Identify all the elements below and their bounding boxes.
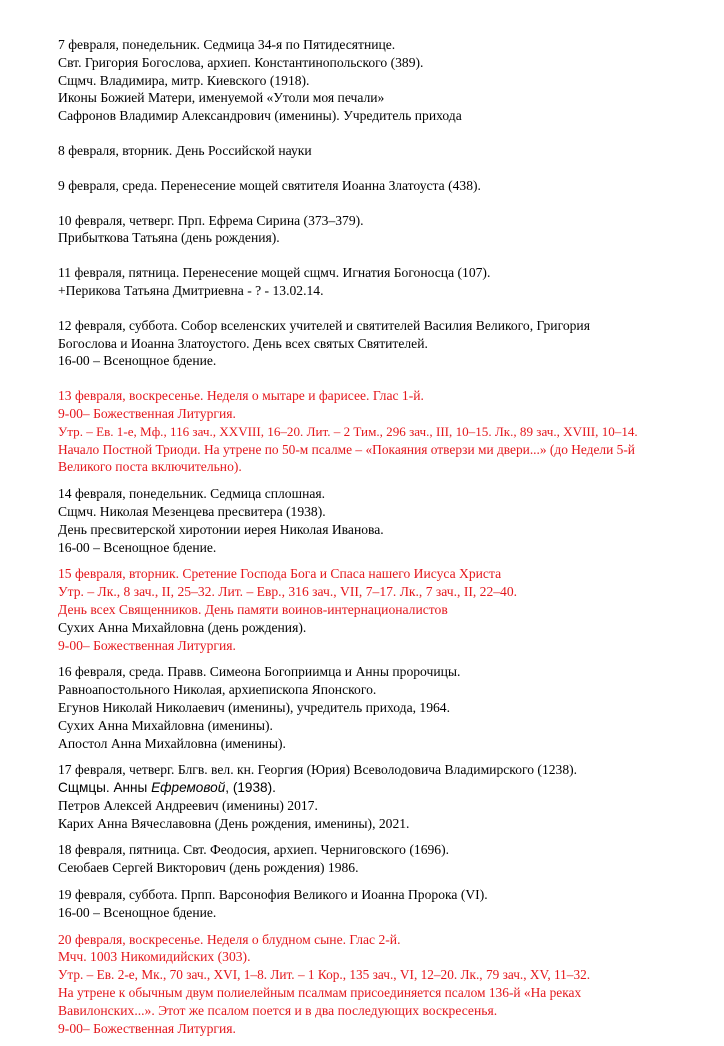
martyr-name-prefix: Сщмцы. Анны xyxy=(58,780,152,796)
entry-line: 10 февраля, четверг. Прп. Ефрема Сирина (373–379). xyxy=(58,212,364,228)
entry-line: На утрене к обычным двум полиелейным псалмам присоединяется псалом 136-й «На реках xyxy=(58,985,582,1001)
entry-feb-17 xyxy=(58,761,694,832)
entry-line: Карих Анна Вячеславовна (День рождения, именины), 2021. xyxy=(58,815,410,831)
entry-feb-7 xyxy=(58,36,694,125)
martyr-year: , (1938). xyxy=(225,780,276,796)
entry-line: Сщмч. Николая Мезенцева пресвитера (1938). xyxy=(58,503,326,519)
entry-line: 9-00– Божественная Литургия. xyxy=(58,637,236,653)
entry-line: 16-00 – Всенощное бдение. xyxy=(58,539,217,555)
entry-line: 16-00 – Всенощное бдение. xyxy=(58,353,217,369)
entry-feb-18 xyxy=(58,841,694,877)
entry-line: День пресвитерской хиротонии иерея Николая Иванова. xyxy=(58,521,384,537)
entry-feb-16 xyxy=(58,663,694,752)
entry-line: 15 февраля, вторник. Сретение Господа Бога и Спаса нашего Иисуса Христа xyxy=(58,566,502,582)
entry-line: Егунов Николай Николаевич (именины), учредитель прихода, 1964. xyxy=(58,699,450,715)
entry-line: Начало Постной Триоди. На утрене по 50-м псалме – «Покаяния отверзи ми двери...» (до Недели 5-й xyxy=(58,441,635,457)
entry-line: Иконы Божией Матери, именуемой «Утоли моя печали» xyxy=(58,90,385,106)
entry-line: Сщмч. Владимира, митр. Киевского (1918). xyxy=(58,72,310,88)
entry-feb-20 xyxy=(58,931,694,1038)
entry-line: 16 февраля, среда. Правв. Симеона Богоприимца и Анны пророчицы. xyxy=(58,664,461,680)
entry-line: День всех Священников. День памяти воинов-интернационалистов xyxy=(58,601,448,617)
entry-line: Прибыткова Татьяна (день рождения). xyxy=(58,230,280,246)
entry-line-martyr xyxy=(58,779,694,797)
entry-feb-15 xyxy=(58,565,694,654)
entry-feb-10 xyxy=(58,212,694,248)
entry-line: 16-00 – Всенощное бдение. xyxy=(58,904,217,920)
entry-line: Сухих Анна Михайловна (день рождения). xyxy=(58,619,307,635)
entry-line: Петров Алексей Андреевич (именины) 2017. xyxy=(58,797,318,813)
entry-line: Богослова и Иоанна Златоустого. День всех святых Святителей. xyxy=(58,335,428,351)
entry-line: Великого поста включительно). xyxy=(58,459,242,475)
entry-line: Мчч. 1003 Никомидийских (303). xyxy=(58,949,251,965)
entry-line: Утр. – Ев. 2-е, Мк., 70 зач., XVI, 1–8. Лит. – 1 Кор., 135 зач., VI, 12–20. Лк., 79 зач., XV, 11–32. xyxy=(58,967,591,983)
entry-line: 18 февраля, пятница. Свт. Феодосия, архиеп. Черниговского (1696). xyxy=(58,842,450,858)
entry-line: 19 февраля, суббота. Прпп. Варсонофия Великого и Иоанна Пророка (VI). xyxy=(58,887,488,903)
entry-feb-11 xyxy=(58,264,694,300)
entry-line: 8 февраля, вторник. День Российской науки xyxy=(58,142,312,158)
entry-feb-14 xyxy=(58,485,694,556)
entry-line: Равноапостольного Николая, архиепископа Японского. xyxy=(58,682,377,698)
entry-feb-13 xyxy=(58,387,694,476)
entry-feb-8 xyxy=(58,142,694,160)
entry-line: 14 февраля, понедельник. Седмица сплошная. xyxy=(58,486,326,502)
martyr-name-italic: Ефремовой xyxy=(151,780,226,796)
entry-line: 17 февраля, четверг. Блгв. вел. кн. Георгия (Юрия) Всеволодовича Владимирского (1238). xyxy=(58,762,578,778)
entry-feb-12 xyxy=(58,317,694,370)
entry-line: 7 февраля, понедельник. Седмица 34-я по Пятидесятнице. xyxy=(58,37,396,52)
entry-feb-19 xyxy=(58,886,694,922)
entry-line: Сухих Анна Михайловна (именины). xyxy=(58,717,273,733)
entry-feb-9 xyxy=(58,177,694,195)
entry-line: Сафронов Владимир Александрович (именины). Учредитель прихода xyxy=(58,108,462,124)
entry-line: 11 февраля, пятница. Перенесение мощей сщмч. Игнатия Богоносца (107). xyxy=(58,265,491,281)
entry-line: Вавилонских...». Этот же псалом поется и в два последующих воскресенья. xyxy=(58,1002,498,1018)
entry-line: Апостол Анна Михайловна (именины). xyxy=(58,735,286,751)
entry-line: 20 февраля, воскресенье. Неделя о блудном сыне. Глас 2-й. xyxy=(58,931,401,947)
entry-line: 12 февраля, суббота. Собор вселенских учителей и святителей Василия Великого, Григория xyxy=(58,317,590,333)
entry-line: 9 февраля, среда. Перенесение мощей святителя Иоанна Златоуста (438). xyxy=(58,177,481,193)
entry-line: +Перикова Татьяна Дмитриевна - ? - 13.02.14. xyxy=(58,282,324,298)
entry-line: Утр. – Ев. 1-е, Мф., 116 зач., XXVIII, 16–20. Лит. – 2 Тим., 296 зач., III, 10–15. Лк., 89 зач., XVIII, 10–14. xyxy=(58,423,638,439)
calendar-document xyxy=(58,36,694,1046)
entry-line: Свт. Григория Богослова, архиеп. Константинопольского (389). xyxy=(58,54,424,70)
entry-line: 9-00– Божественная Литургия. xyxy=(58,1020,236,1036)
entry-line: 9-00– Божественная Литургия. xyxy=(58,405,236,421)
entry-line: Сеюбаев Сергей Викторович (день рождения) 1986. xyxy=(58,860,359,876)
entry-line: 13 февраля, воскресенье. Неделя о мытаре и фарисее. Глас 1-й. xyxy=(58,388,424,404)
entry-line: Утр. – Лк., 8 зач., II, 25–32. Лит. – Евр., 316 зач., VII, 7–17. Лк., 7 зач., II, 22–40. xyxy=(58,584,518,600)
